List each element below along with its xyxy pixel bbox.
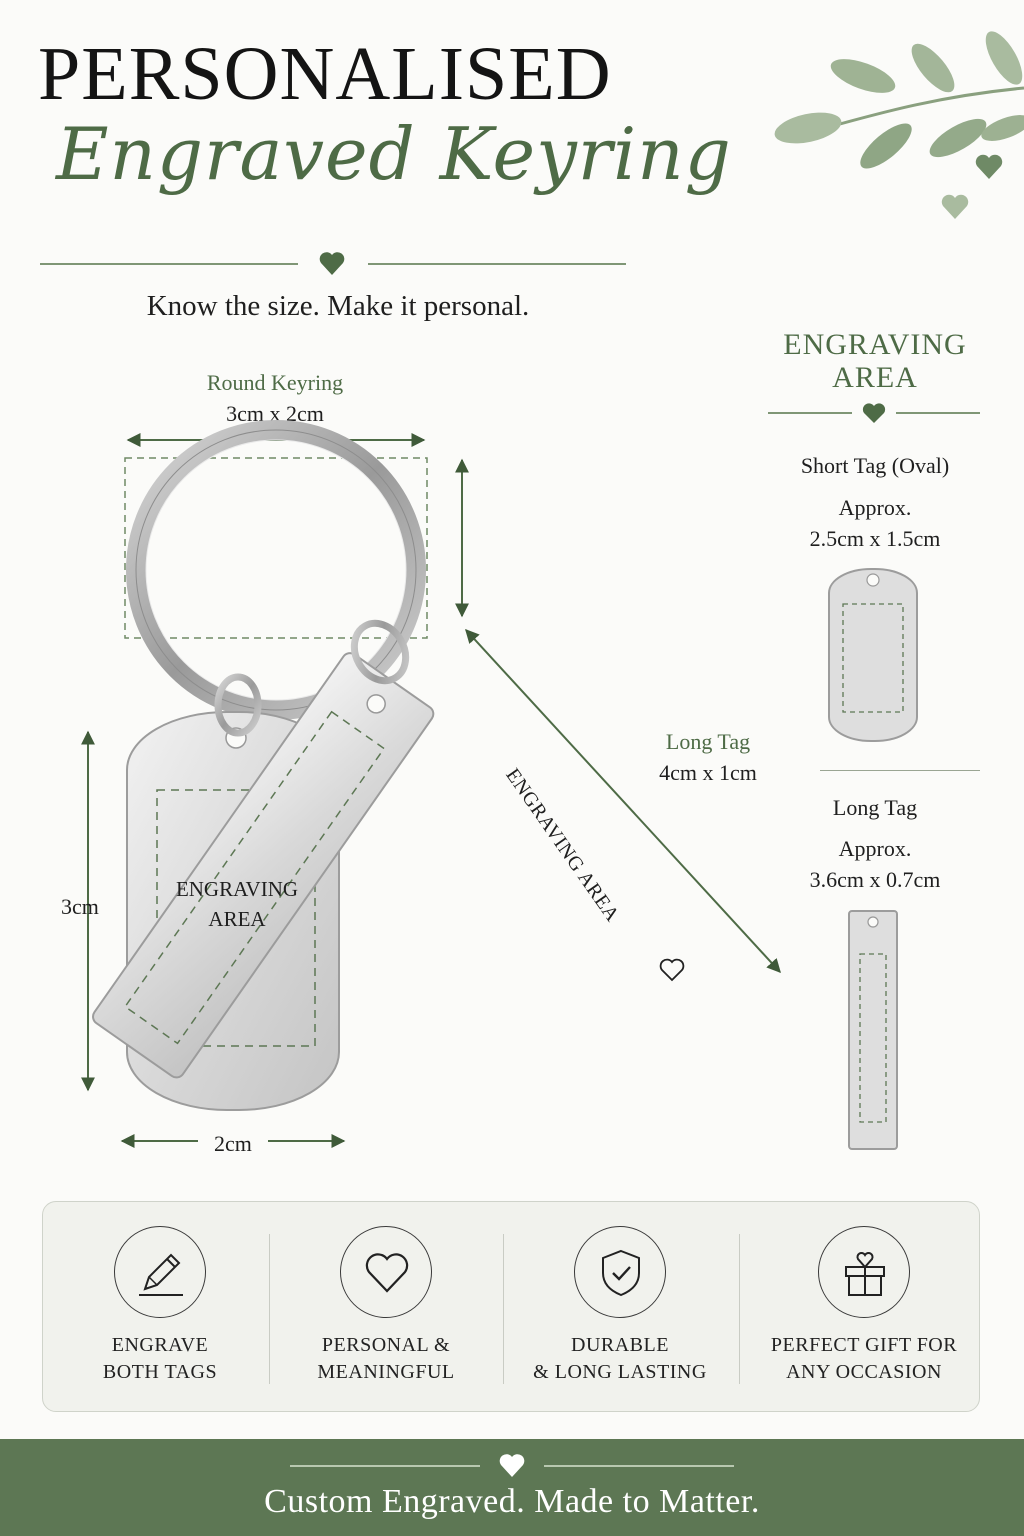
long-tag-name: Long Tag [665,729,751,754]
round-keyring-name: Round Keyring [206,370,344,395]
feature-engrave: ENGRAVE BOTH TAGS [43,1202,277,1413]
gift-icon [839,1247,891,1299]
long-tag-size: 4cm x 1cm [659,760,757,785]
short-tag-oval-name: Short Tag (Oval) [800,453,950,478]
heart-divider-icon [318,250,346,276]
short-tag-thumbnail [826,566,920,746]
header-divider [368,263,626,265]
feature-personal: PERSONAL & MEANINGFUL [269,1202,503,1413]
panel-separator [820,770,980,771]
short-tag-engraving-line1: ENGRAVING [175,877,299,901]
leaf-branch-icon [768,28,1024,228]
header-divider [40,263,298,265]
long-tag-panel-size: 3.6cm x 0.7cm [809,867,941,892]
shield-check-icon [595,1247,647,1299]
keyring-diagram [0,420,790,1180]
features-panel [42,1201,980,1412]
heart-decoration-icon [974,152,1004,180]
long-tag-panel-name: Long Tag [832,795,918,820]
short-tag-width-label: 2cm [214,1131,252,1156]
feature-gift: PERFECT GIFT FOR ANY OCCASION [747,1202,981,1413]
short-tag-height-label: 3cm [61,894,99,919]
heart-divider-icon [862,402,886,424]
panel-divider [768,412,852,414]
long-tag-thumbnail [846,908,900,1152]
pencil-icon [135,1247,187,1299]
heart-decoration-icon [940,192,970,220]
short-tag-approx: Approx. [838,495,912,520]
round-keyring-size: 3cm x 2cm [226,401,324,426]
tagline: Know the size. Make it personal. [146,290,530,322]
short-tag-oval-size: 2.5cm x 1.5cm [809,526,941,551]
long-tag-engraving-text: ENGRAVING AREA [501,764,624,926]
footer-heart-icon [498,1452,526,1478]
engraving-area-title: ENGRAVING AREA [783,328,967,394]
page-title: PERSONALISED [38,32,612,116]
short-tag-engraving-line2: AREA [208,907,266,931]
script-subtitle: Engraved Keyring [56,112,732,196]
panel-divider [896,412,980,414]
footer-slogan: Custom Engraved. Made to Matter. [264,1483,760,1520]
heart-icon [361,1247,413,1299]
footer-banner [0,1439,1024,1536]
feature-durable: DURABLE & LONG LASTING [503,1202,737,1413]
long-tag-approx: Approx. [838,836,912,861]
long-tag-heart-icon [661,960,684,980]
